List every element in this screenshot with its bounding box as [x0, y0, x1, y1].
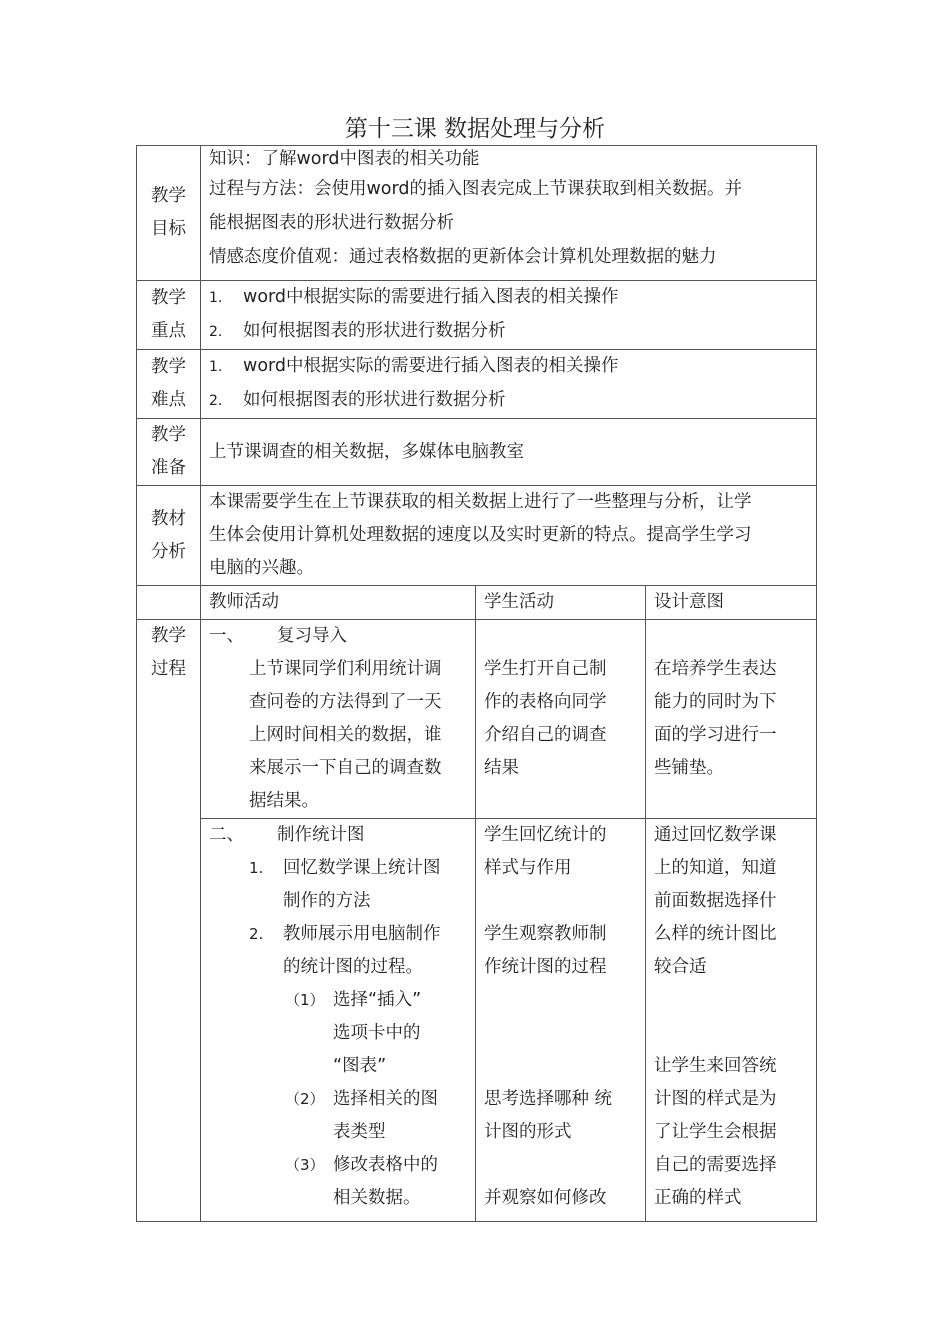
materials-content: 本课需要学生在上节课获取的相关数据上进行了一些整理与分析，让学 生体会使用计算机处理数据的速度以及实时更新的特点。提高学生学习 电脑的兴趣。 — [201, 486, 817, 586]
objectives-content — [201, 146, 817, 281]
sec1-design: 在培养学生表达 能力的同时为下 面的学习进行一 些铺垫。 — [646, 620, 817, 819]
header-empty — [137, 586, 201, 620]
objectives-label: 教学 目标 — [137, 146, 201, 281]
header-student: 学生活动 — [476, 586, 646, 620]
sec2-number: 二、 — [209, 825, 244, 845]
process-row-2 — [137, 819, 817, 1222]
key-points-content — [201, 281, 817, 350]
list-item: （1） 选择“插入” 选项卡中的 “图表” — [285, 990, 422, 1076]
activity-header-row — [137, 586, 817, 620]
difficulties-row — [137, 350, 817, 419]
sec1-teacher: 一、 复习导入 上节课同学们利用统计调 查问卷的方法得到了一天 上网时间相关的数据，谁 来展示一下自己的调查数 据结果。 — [201, 620, 476, 819]
objective-knowledge: 知识：了解word中图表的相关功能 — [209, 149, 480, 169]
header-design: 设计意图 — [646, 586, 817, 620]
key-points-label: 教学 重点 — [137, 281, 201, 350]
list-item: （2） 选择相关的图 表类型 — [285, 1089, 438, 1142]
preparation-content: 上节课调查的相关数据，多媒体电脑教室 — [201, 419, 817, 486]
page-title: 第十三课 数据处理与分析 — [344, 116, 606, 142]
list-item: 1. word中根据实际的需要进行插入图表的相关操作 — [209, 356, 619, 376]
list-item: （3） 修改表格中的 相关数据。 — [285, 1155, 438, 1208]
list-item: 2. 教师展示用电脑制作 的统计图的过程。 — [249, 924, 441, 977]
sec1-number: 一、 — [209, 626, 244, 646]
list-item: 2. 如何根据图表的形状进行数据分析 — [209, 390, 506, 410]
key-points-row — [137, 281, 817, 350]
materials-row — [137, 486, 817, 586]
objective-attitude: 情感态度价值观：通过表格数据的更新体会计算机处理数据的魅力 — [209, 247, 717, 267]
difficulties-label: 教学 难点 — [137, 350, 201, 419]
list-item: 2. 如何根据图表的形状进行数据分析 — [209, 321, 506, 341]
lesson-plan-table — [136, 145, 817, 1222]
process-row-1 — [137, 620, 817, 819]
sec1-student: 学生打开自己制 作的表格向同学 介绍自己的调查 结果 — [476, 620, 646, 819]
sec2-teacher — [201, 819, 476, 1222]
process-label: 教学 过程 — [137, 620, 201, 1222]
objectives-row — [137, 146, 817, 281]
preparation-label: 教学 准备 — [137, 419, 201, 486]
sec1-title: 复习导入 — [277, 626, 347, 646]
sec2-title: 制作统计图 — [277, 825, 365, 845]
header-teacher: 教师活动 — [201, 586, 476, 620]
objective-process-line-2: 能根据图表的形状进行数据分析 — [209, 213, 454, 233]
list-item: 1. 回忆数学课上统计图 制作的方法 — [249, 858, 441, 911]
objective-process-line-1: 过程与方法：会使用word的插入图表完成上节课获取到相关数据。并 — [209, 179, 743, 199]
sec2-student: 学生回忆统计的 样式与作用 学生观察教师制 作统计图的过程 思考选择哪种 统 计图的形式 并观察如何修改 — [476, 819, 646, 1222]
materials-label: 教材 分析 — [137, 486, 201, 586]
sec2-design: 通过回忆数学课 上的知道，知道 前面数据选择什 么样的统计图比 较合适 让学生来回答统 计图的样式是为 了让学生会根据 自己的需要选择 正确的样式 — [646, 819, 817, 1222]
difficulties-content — [201, 350, 817, 419]
preparation-row — [137, 419, 817, 486]
list-item: 1. word中根据实际的需要进行插入图表的相关操作 — [209, 287, 619, 307]
